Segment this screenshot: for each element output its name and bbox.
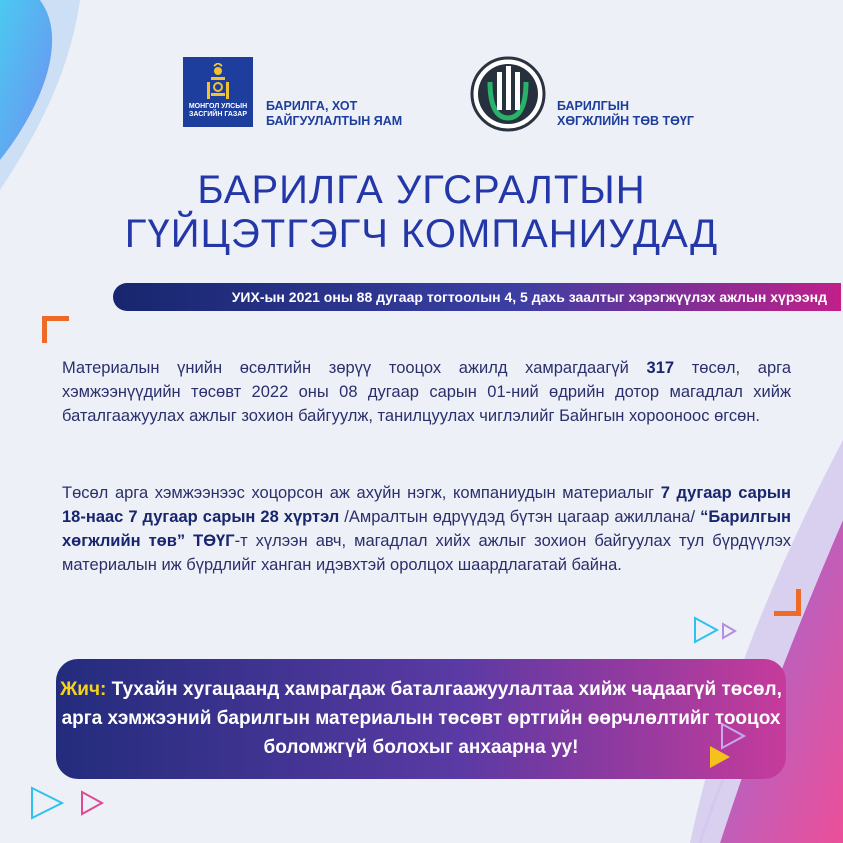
subtitle-banner [113, 283, 841, 311]
mongolia-soyombo-emblem-icon [203, 63, 233, 101]
government-caption: МОНГОЛ УЛСЫН ЗАСГИЙН ГАЗАР [188, 103, 248, 118]
corner-bracket-top-left [42, 316, 69, 343]
page-title: БАРИЛГА УГСРАЛТЫН ГҮЙЦЭТГЭГЧ КОМПАНИУДАД [124, 168, 719, 256]
construction-center-logo-icon [470, 56, 546, 132]
corner-bracket-bottom-right [774, 589, 801, 616]
note-text: Жич: Тухайн хугацаанд хамрагдаж баталгаажуулалтаа хийж чадаагүй төсөл, арга хэмжээний барилгын материалын төсөвт өртгийн өөрчлөлтийг тооцох боломжгүй болохыг анхаарна уу! [60, 679, 782, 758]
government-logo [183, 57, 253, 127]
play-triangle-icon [693, 616, 739, 646]
play-triangle-icon [708, 722, 752, 772]
ministry-name: БАРИЛГА, ХОТ БАЙГУУЛАЛТЫН ЯАМ [266, 99, 403, 128]
note-box [56, 659, 786, 779]
center-name: БАРИЛГЫН ХӨГЖЛИЙН ТӨВ ТӨҮГ [557, 99, 694, 128]
paragraph-1: Материалын үнийн өсөлтийн зөрүү тооцох ажилд хамрагдаагүй 317 төсөл, арга хэмжээнүүдийн төсөвт 2022 оны 08 дугаар сарын 01-ний өдрийн дотор магадлал хийж баталгаажуулах ажлыг зохион байгуулж, танилцуулах чиглэлийг Байнгын хорооноос өгсөн. [62, 359, 791, 425]
paragraph-2: Төсөл арга хэмжээнээс хоцорсон аж ахуйн нэгж, компаниудын материалыг 7 дугаар сарын 18-наас 7 дугаар сарын 28 хүртэл /Амралтын өдрүүдэд бүтэн цагаар ажиллана/ “Барилгын хөгжлийн төв” ТӨҮГ-т хүлээн авч, магадлал хийх ажлыг зохион байгуулах тул бүрдүүлэх материалын иж бүрдлийг ханган идэвхтэй оролцох шаардлагатай байна. [62, 484, 791, 574]
banner-text: УИХ-ын 2021 оны 88 дугаар тогтоолын 4, 5 дахь заалтыг хэрэгжүүлэх ажлын хүрээнд [231, 289, 827, 305]
play-triangle-icon [30, 786, 110, 822]
